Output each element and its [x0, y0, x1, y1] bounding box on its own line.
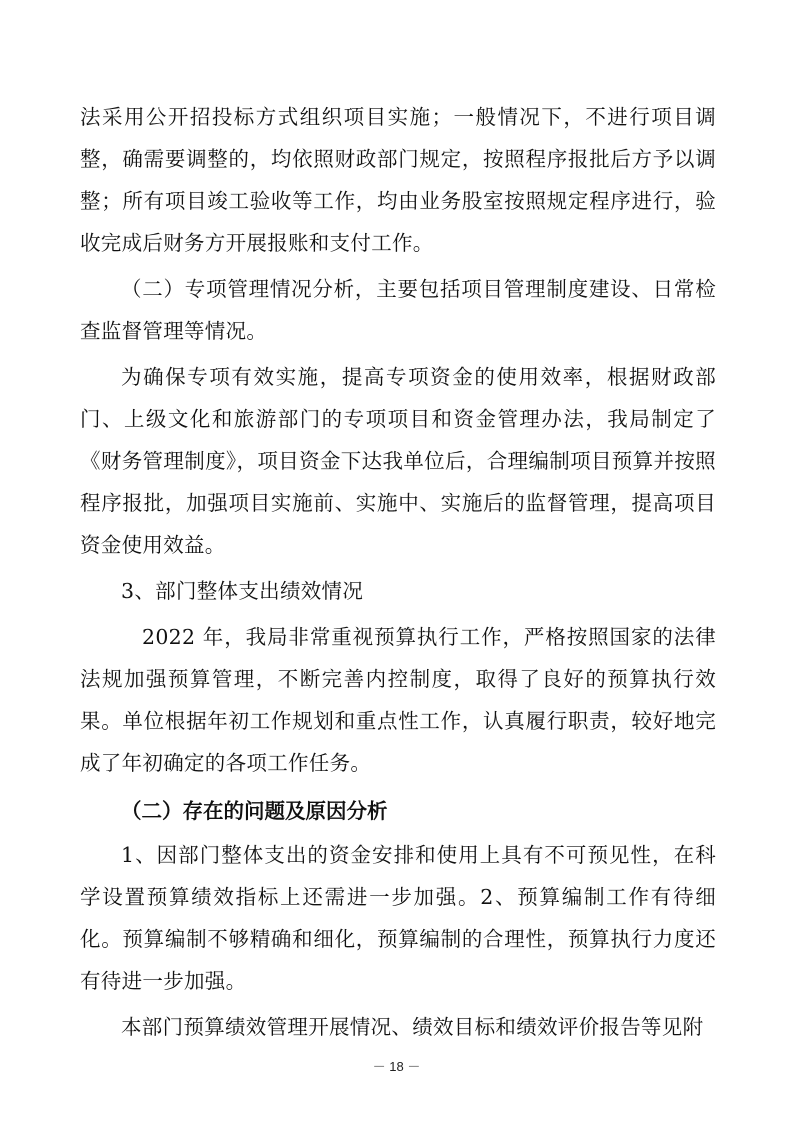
document-body [80, 96, 716, 1048]
paragraph-appendix-note: 本部门预算绩效管理开展情况、绩效目标和绩效评价报告等见附 [121, 1015, 704, 1039]
paragraph-problems-analysis: 1、因部门整体支出的资金安排和使用上具有不可预见性，在科学设置预算绩效指标上还需进一步加强。2、预算编制工作有待细化。预算编制不够精确和细化，预算编制的合理性，预算执行力度还有待进一步加强。 [80, 843, 716, 993]
paragraph-special-funds-measures: 为确保专项有效实施，提高专项资金的使用效率，根据财政部门、上级文化和旅游部门的专项项目和资金管理办法，我局制定了《财务管理制度》，项目资金下达我单位后，合理编制项目预算并按照程序报批，加强项目实施前、实施中、实施后的监督管理，提高项目资金使用效益。 [80, 365, 716, 557]
page-number: － 18 － [372, 1059, 421, 1074]
paragraph-overall-performance: 2022 年，我局非常重视预算执行工作，严格按照国家的法律法规加强预算管理，不断完善内控制度，取得了良好的预算执行效果。单位根据年初工作规划和重点性工作，认真履行职责，较好地完成了年初确定的各项工作任务。 [80, 625, 716, 775]
paragraph-special-management-heading: （二）专项管理情况分析，主要包括项目管理制度建设、日常检查监督管理等情况。 [80, 277, 716, 343]
section-heading-problems: （二）存在的问题及原因分析 [121, 799, 388, 823]
paragraph-section-3-title: 3、部门整体支出绩效情况 [121, 579, 364, 603]
paragraph-project-implementation: 法采用公开招投标方式组织项目实施；一般情况下，不进行项目调整，确需要调整的，均依照财政部门规定，按照程序报批后方予以调整；所有项目竣工验收等工作，均由业务股室按照规定程序进行，验收完成后财务方开展报账和支付工作。 [80, 105, 716, 255]
